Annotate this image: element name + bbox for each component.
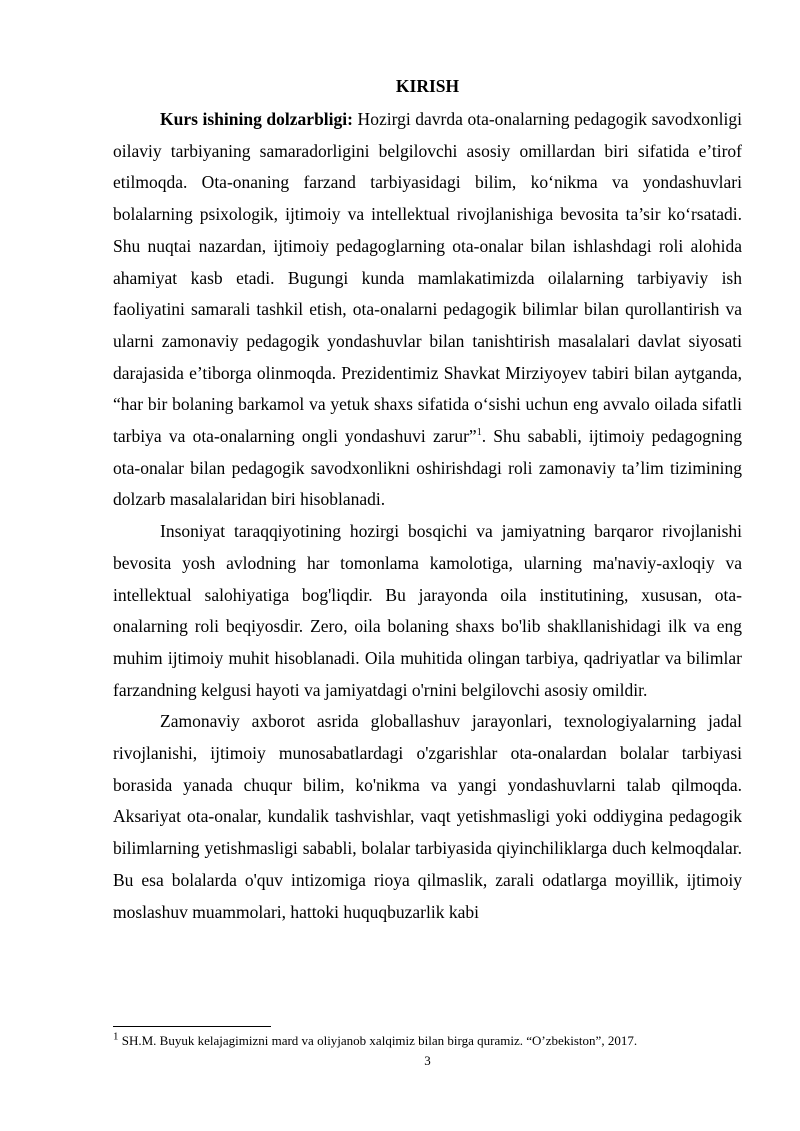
footnote-reference[interactable]: 1 [476,427,482,439]
paragraph-text-continued: . Shu sababli, ijtimoiy pedagogning ota-onalar bilan pedagogik savodxonlikni oshirishdagi roli zamonaviy ta’lim tizimining dolzarb masalalaridan biri hisoblanadi. [113,426,742,510]
page-title: KIRISH [395,76,460,96]
paragraph-2: Insoniyat taraqqiyotining hozirgi bosqichi va jamiyatning barqaror rivojlanishi bevosita yosh avlodning har tomonlama kamolotiga, ularning ma'naviy-axloqiy va intellektual salohiyatiga bog'liqdir. Bu jarayonda oila institutining, xususan, ota-onalarning roli beqiyosdir. Zero, oila bolaning shaxs bo'lib shakllanishidagi ilk va eng muhim ijtimoiy muhit hisoblanadi. Oila muhitida olingan tarbiya, qadriyatlar va bilimlar farzandning kelgusi hayoti va jamiyatdagi o'rnini belgilovchi asosiy omildir. [113,521,742,700]
page-number: 3 [424,1053,431,1068]
paragraph-lead: Kurs ishining dolzarbligi: [160,109,353,129]
footnote-marker: 1 [113,1030,119,1043]
footnote [113,1032,742,1050]
footnote-separator [113,1026,271,1027]
paragraph-text: Hozirgi davrda ota-onalarning pedagogik savodxonligi oilaviy tarbiyaning samaradorligini belgilovchi asosiy omillardan biri sifatida e’tirof etilmoqda. Ota-onaning farzand tarbiyasidagi bilim, ko‘nikma va yondashuvlari bolalarning psixologik, ijtimoiy va intellektual rivojlanishiga bevosita ta’sir ko‘rsatadi. Shu nuqtai nazardan, ijtimoiy pedagoglarning ota-onalar bilan ishlashdagi roli alohida ahamiyat kasb etadi. Bugungi kunda mamlakatimizda oilalarning tarbiyaviy ish faoliyatini samarali tashkil etish, ota-onalarni pedagogik bilimlar bilan qurollantirish va ularni zamonaviy pedagogik yondashuvlar bilan tanishtirish masalalari davlat siyosati darajasida e’tiborga olinmoqda. Prezidentimiz Shavkat Mirziyoyev tabiri bilan aytganda, “har bir bolaning barkamol va yetuk shaxs sifatida o‘sishi uchun eng avvalo oilada sifatli tarbiya va ota-onalarning ongli yondashuvi zarur” [113,109,743,447]
paragraph-1 [113,104,742,516]
paragraph-3: Zamonaviy axborot asrida globallashuv jarayonlari, texnologiyalarning jadal rivojlanishi, ijtimoiy munosabatlardagi o'zgarishlar ota-onalardan bolalar tarbiyasi borasida yanada chuqur bilim, ko'nikma va yangi yondashuvlarni talab qilmoqda. Aksariyat ota-onalar, kundalik tashvishlar, vaqt yetishmasligi yoki oddiygina pedagogik bilimlarning yetishmasligi sababli, bolalar tarbiyasida qiyinchiliklarga duch kelmoqdalar. Bu esa bolalarda o'quv intizomiga rioya qilmaslik, zarali odatlarga moyillik, ijtimoiy moslashuv muammolari, hattoki huquqbuzarlik kabi [113,711,742,922]
body-text [113,104,742,928]
footnote-text: SH.M. Buyuk kelajagimizni mard va oliyjanob xalqimiz bilan birga quramiz. “O’zbekiston”, 2017. [118,1033,638,1048]
